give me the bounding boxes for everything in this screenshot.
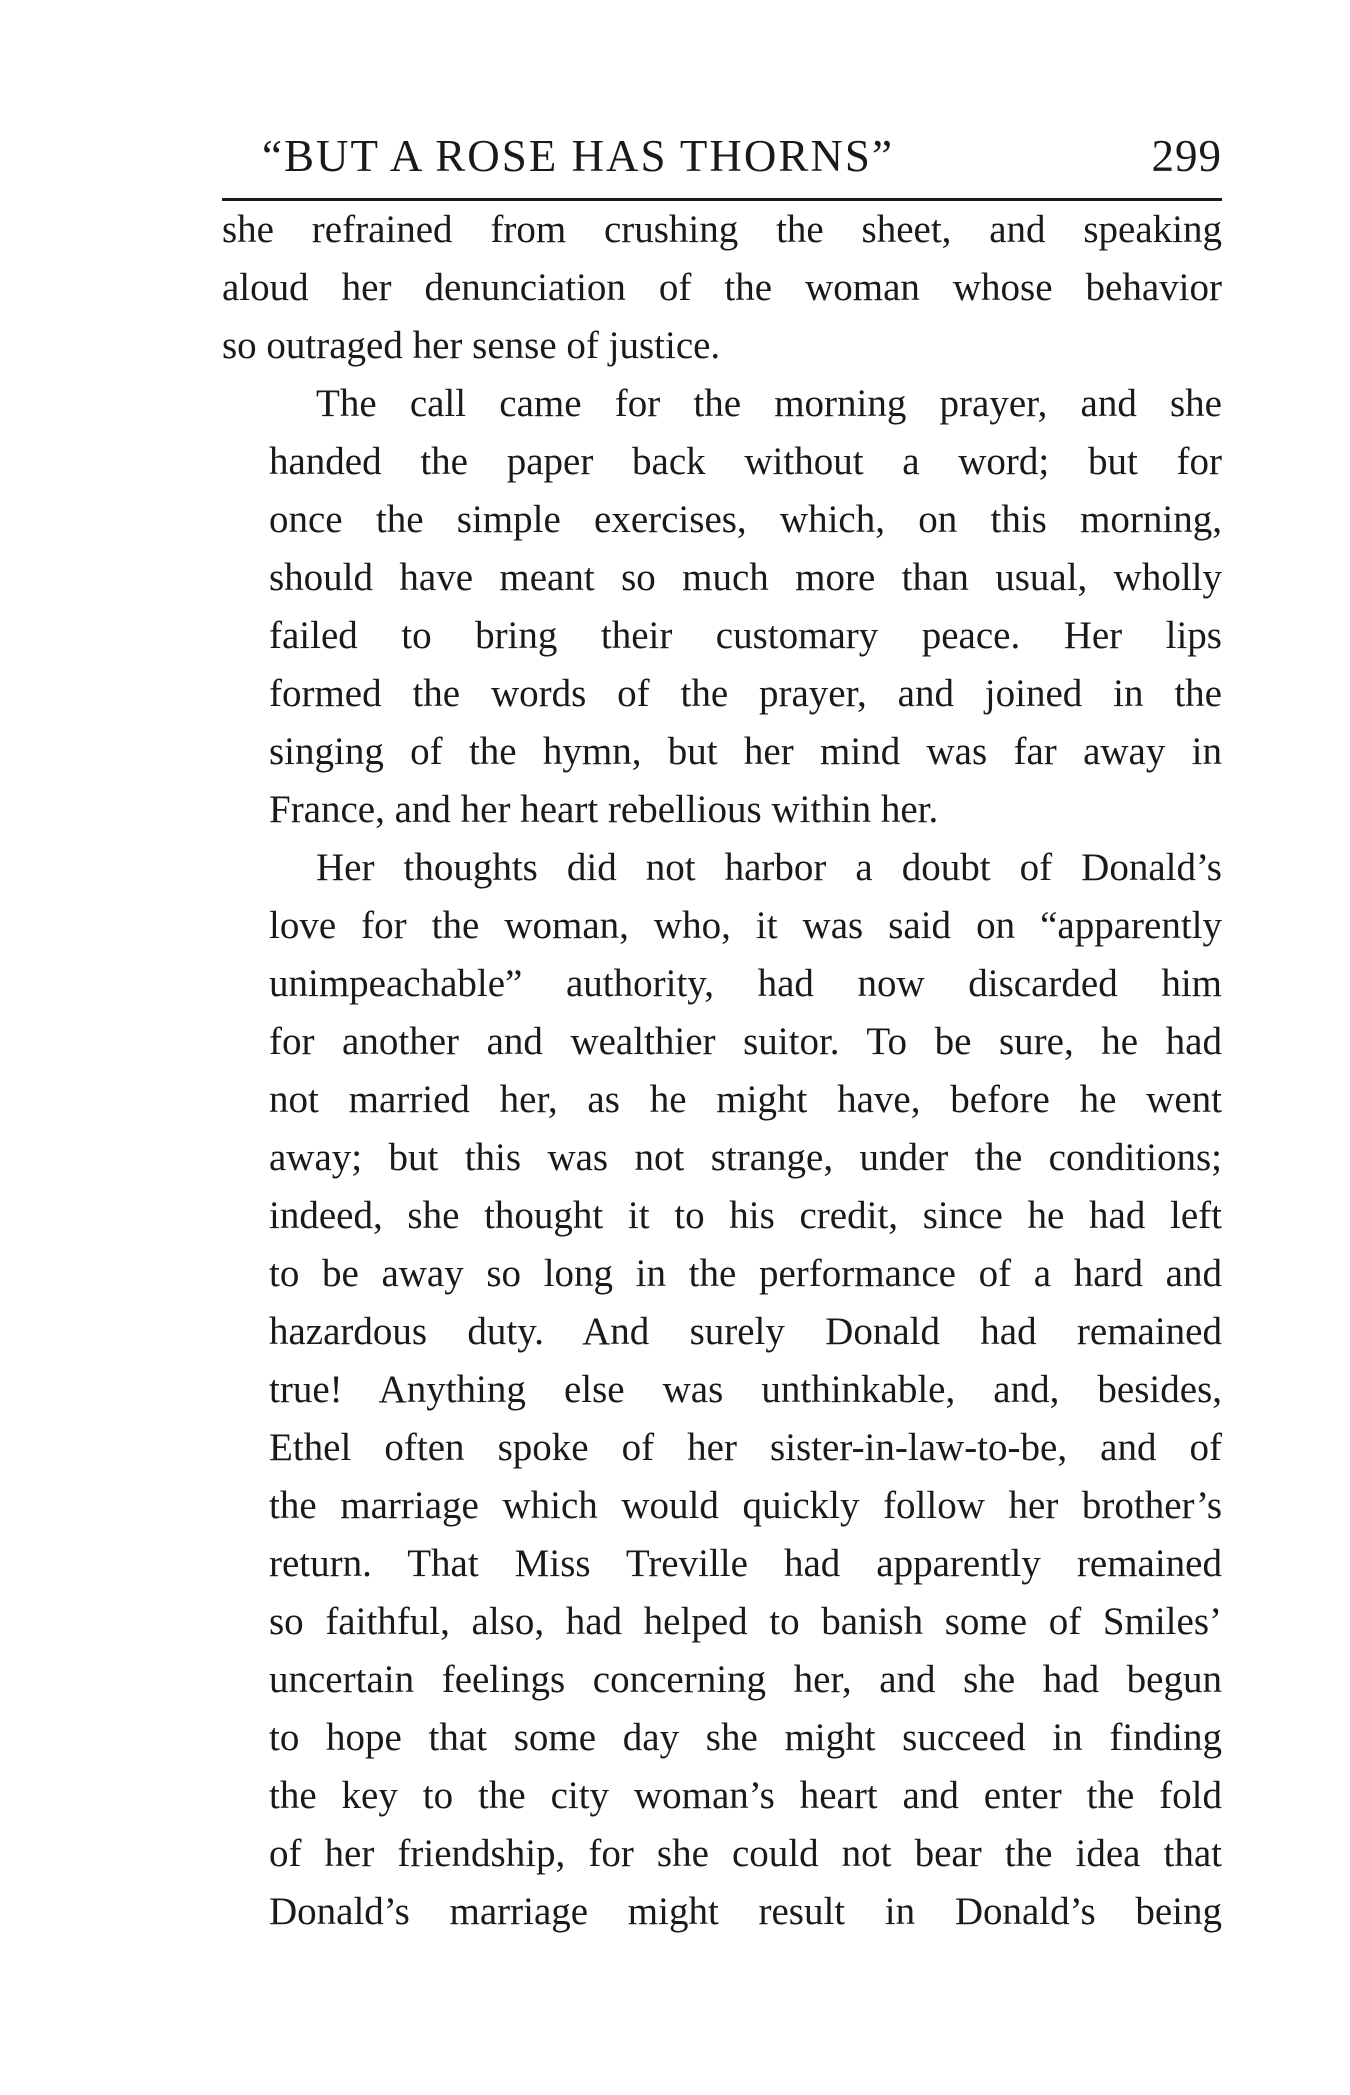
- text-line: failed to bring their customary peace. Her lips: [269, 614, 1222, 657]
- body-text: [222, 201, 1222, 1941]
- text-line: singing of the hymn, but her mind was far away in: [269, 730, 1222, 773]
- text-line: formed the words of the prayer, and joined in the: [269, 672, 1222, 715]
- text-line: unimpeachable” authority, had now discarded him: [269, 962, 1222, 1005]
- text-line: of her friendship, for she could not bear the idea that: [269, 1832, 1222, 1875]
- text-line: love for the woman, who, it was said on “apparently: [269, 904, 1222, 947]
- text-line: the marriage which would quickly follow her brother’s: [269, 1484, 1222, 1527]
- text-line: so faithful, also, had helped to banish some of Smiles’: [269, 1600, 1222, 1643]
- page-number: 299: [1151, 131, 1222, 181]
- text-line: Her thoughts did not harbor a doubt of Donald’s: [316, 846, 1222, 889]
- text-line: The call came for the morning prayer, and she: [316, 382, 1222, 425]
- text-line: for another and wealthier suitor. To be sure, he had: [269, 1020, 1222, 1063]
- text-line: away; but this was not strange, under the conditions;: [269, 1136, 1222, 1179]
- paragraph: [222, 839, 1222, 1941]
- book-page: [222, 130, 1222, 1941]
- text-line: indeed, she thought it to his credit, since he had left: [269, 1194, 1222, 1237]
- text-line: the key to the city woman’s heart and enter the fold: [269, 1774, 1222, 1817]
- text-line: not married her, as he might have, before he went: [269, 1078, 1222, 1121]
- text-line: so outraged her sense of justice.: [222, 324, 721, 367]
- text-line: Ethel often spoke of her sister-in-law-to-be, and of: [269, 1426, 1222, 1469]
- paragraph: [222, 201, 1222, 375]
- text-line: to be away so long in the performance of a hard and: [269, 1252, 1222, 1295]
- text-line: uncertain feelings concerning her, and she had begun: [269, 1658, 1222, 1701]
- text-line: aloud her denunciation of the woman whose behavior: [222, 266, 1222, 309]
- text-line: once the simple exercises, which, on this morning,: [269, 498, 1222, 541]
- text-line: France, and her heart rebellious within her.: [269, 788, 939, 831]
- text-line: handed the paper back without a word; but for: [269, 440, 1222, 483]
- text-line: should have meant so much more than usual, wholly: [269, 556, 1222, 599]
- text-line: return. That Miss Treville had apparently remained: [269, 1542, 1222, 1585]
- text-line: to hope that some day she might succeed in finding: [269, 1716, 1222, 1759]
- text-line: true! Anything else was unthinkable, and, besides,: [269, 1368, 1222, 1411]
- text-line: Donald’s marriage might result in Donald’s being: [269, 1890, 1222, 1933]
- running-header: [222, 130, 1222, 201]
- text-line: hazardous duty. And surely Donald had remained: [269, 1310, 1222, 1353]
- text-line: she refrained from crushing the sheet, and speaking: [222, 208, 1222, 251]
- paragraph: [222, 375, 1222, 839]
- running-title: “BUT A ROSE HAS THORNS”: [262, 131, 894, 181]
